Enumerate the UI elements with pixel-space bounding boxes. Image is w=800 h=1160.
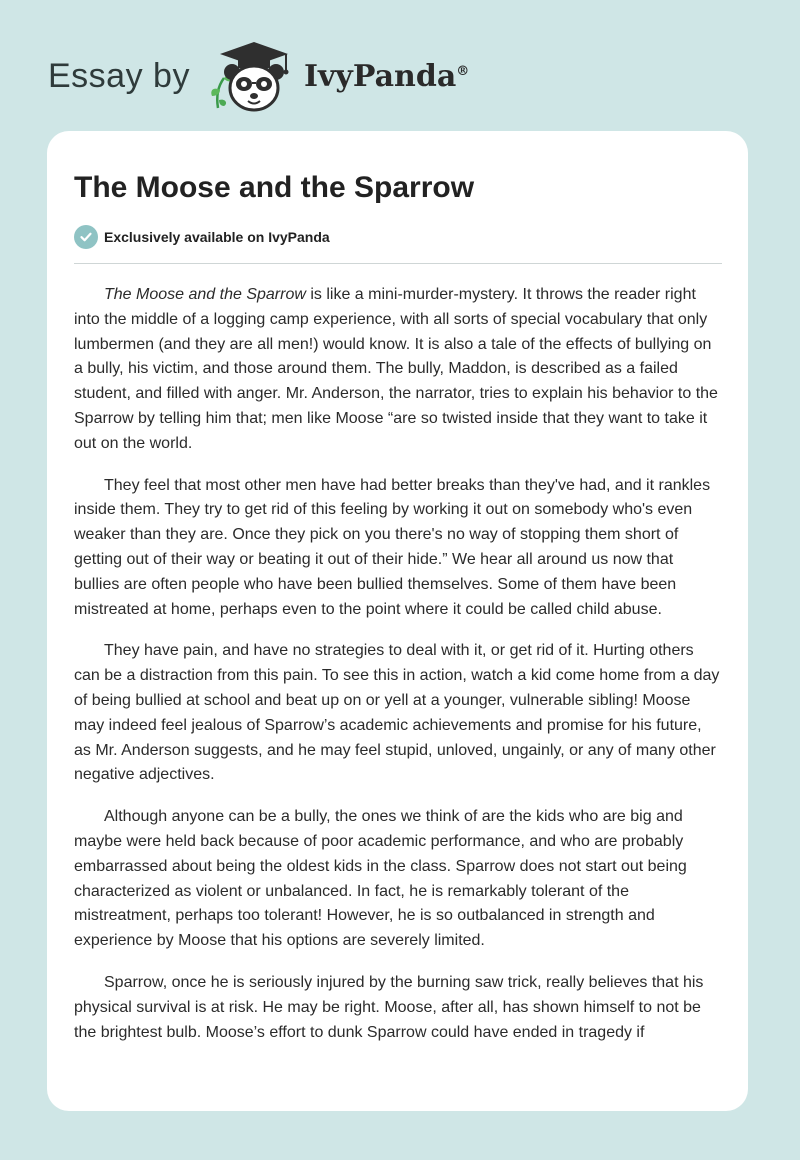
site-header-brand[interactable] <box>48 36 469 116</box>
paragraph: Although anyone can be a bully, the ones we think of are the kids who are big and maybe were held back because of poor academic performance, and who are probably embarrassed about being the oldest kids in the class. Sparrow does not start out being characterized as violent or unbalanced. In fact, he is remarkably tolerant of the mistreatment, perhaps too tolerant! However, he is so outbalanced in strength and experience by Moose that his options are severely limited. <box>74 808 687 950</box>
brand-name <box>304 59 469 94</box>
brand-name-text: IvyPanda <box>303 58 457 94</box>
exclusive-badge <box>74 225 722 249</box>
registered-mark: ® <box>456 63 470 79</box>
paragraph: They feel that most other men have had better breaks than they've had, and it rankles inside them. They try to get rid of this feeling by working it out on somebody who's even weaker than they are. Once they pick on you there's no way of stopping them short of getting out of their way or beating it out of their hide.” We hear all around us now that bullies are often people who have been bullied themselves. Some of them have been mistreated at home, perhaps even to the point where it could be called child abuse. <box>74 476 711 618</box>
brand-prefix: Essay by <box>48 56 190 95</box>
paragraph <box>74 283 722 457</box>
exclusive-badge-text: Exclusively available on IvyPanda <box>104 229 330 245</box>
divider <box>74 263 722 264</box>
paragraph: They have pain, and have no strategies to deal with it, or get rid of it. Hurting others can be a distraction from this pain. To see this in action, watch a kid come home from a day of being bullied at school and beat up on or yell at a younger, vulnerable sibling! Moose may indeed feel jealous of Sparrow’s academic achievements and promise for his future, as Mr. Anderson suggests, and he may feel stupid, unloved, ungainly, or any of many other negative adjectives. <box>74 642 720 784</box>
article-card <box>47 131 748 1111</box>
paragraph: Sparrow, once he is seriously injured by the burning saw trick, really believes that his physical survival is at risk. He may be right. Moose, after all, has shown himself to not be the brightest bulb. Moose’s effort to dunk Sparrow could have ended in tragedy if <box>74 973 704 1041</box>
paragraph-text: is like a mini-murder-mystery. It throws the reader right into the middle of a logging camp experience, with all sorts of special vocabulary that only lumbermen (and they are all men!) would know. It is also a tale of the effects of bullying on a bully, his victim, and those around them. The bully, Maddon, is described as a failed student, and filled with anger. Mr. Anderson, the narrator, tries to explain his behavior to the Sparrow by telling him that; men like Moose “are so twisted inside that they want to take it out on the world. <box>74 286 718 452</box>
check-circle-icon <box>74 225 98 249</box>
article-body <box>74 283 722 1045</box>
paragraph-italic-title: The Moose and the Sparrow <box>104 286 306 303</box>
page-title: The Moose and the Sparrow <box>74 171 475 204</box>
panda-graduate-logo-icon <box>204 38 300 114</box>
